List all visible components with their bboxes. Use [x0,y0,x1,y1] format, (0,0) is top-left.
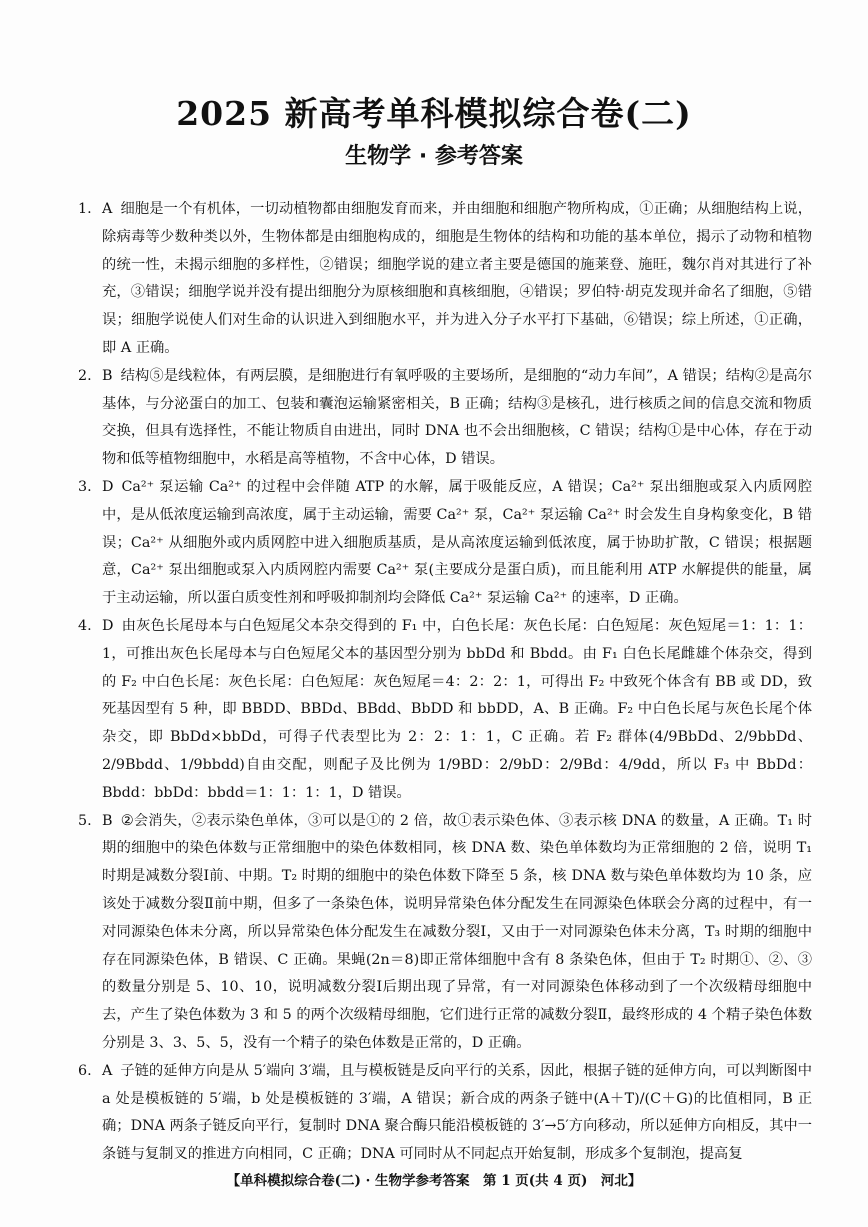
item-explanation: Ca²⁺ 泵运输 Ca²⁺ 的过程中会伴随 ATP 的水解，属于吸能反应，A 错误；Ca²⁺ 泵出细胞或泵入内质网腔中，是从低浓度运输到高浓度，属于主动运输，需要 Ca²⁺ 泵，Ca²⁺ 泵运输 Ca²⁺ 时会发生自身构象变化，B 错误；Ca²⁺ 从细胞外或内质网腔中进入细胞质基质，是从高浓度运输到低浓度，属于协助扩散，C 错误；根据题意，Ca²⁺ 泵出细胞或泵入内质网腔内需要 Ca²⁺ 泵(主要成分是蛋白质)，而且能利用 ATP 水解提供的能量，属于主动运输，所以蛋白质变性剂和呼吸抑制剂均会降低 Ca²⁺ 泵运输 Ca²⁺ 的速率，D 正确。 [102,478,812,607]
answer-item-1 [78,196,812,363]
page-subtitle: 生物学 · 参考答案 [345,144,523,169]
item-number: 2. [78,367,92,384]
item-answer: A [102,201,113,217]
page-footer: 【单科模拟综合卷(二) · 生物学参考答案 第 1 页(共 4 页) 河北】 [226,1173,642,1189]
item-number: 6. [78,1062,92,1079]
item-number: 1. [78,201,92,217]
item-explanation: 由灰色长尾母本与白色短尾父本杂交得到的 F₁ 中，白色长尾：灰色长尾：白色短尾：灰色短尾＝1：1：1：1，可推出灰色长尾母本与白色短尾父本的基因型分别为 bbDd 和 Bbdd。由 F₁ 白色长尾雌雄个体杂交，得到的 F₂ 中白色长尾：灰色长尾：白色短尾：灰色短尾＝4：2：2：1，可得出 F₂ 中致死个体含有 BB 或 DD，致死基因型有 5 种，即 BBDD、BBDd、BBdd、BbDD 和 bbDD，A、B 正确。F₂ 中白色长尾与灰色长尾个体杂交，即 BbDd×bbDd，可得子代表型比为 2：2：1：1，C 正确。若 F₂ 群体(4/9BbDd、2/9bbDd、2/9Bbdd、1/9bbdd)自由交配，则配子及比例为 1/9BD：2/9bD：2/9Bd：4/9dd，所以 F₃ 中 BbDd：Bbdd：bbDd：bbdd＝1：1：1：1，D 错误。 [102,617,812,801]
item-explanation: 子链的延伸方向是从 5′端向 3′端，且与模板链是反向平行的关系，因此，根据子链的延伸方向，可以判断图中 a 处是模板链的 5′端，b 处是模板链的 3′端，A 错误；新合成的两条子链中(A＋T)/(C＋G)的比值相同，B 正确；DNA 两条子链反向平行，复制时 DNA 聚合酶只能沿模板链的 3′→5′方向移动，所以延伸方向相反，其中一条链与复制叉的推进方向相同，C 正确；DNA 可同时从不同起点开始复制，形成多个复制泡，提高复 [102,1062,812,1163]
answer-item-6 [78,1058,812,1169]
answer-item-5 [78,808,812,1058]
item-explanation: 细胞是一个有机体，一切动植物都由细胞发育而来，并由细胞和细胞产物所构成，①正确；从细胞结构上说，除病毒等少数种类以外，生物体都是由细胞构成的，细胞是生物体的结构和功能的基本单位，揭示了动物和植物的统一性，未揭示细胞的多样性，②错误；细胞学说的建立者主要是德国的施莱登、施旺，魏尔肖对其进行了补充，③错误；细胞学说并没有提出细胞分为原核细胞和真核细胞，④错误；罗伯特·胡克发现并命名了细胞，⑤错误；细胞学说使人们对生命的认识进入到细胞水平，并为进入分子水平打下基础，⑥错误；综上所述，①正确，即 A 正确。 [102,201,812,356]
item-answer: D [102,617,114,634]
answer-item-3 [78,474,812,613]
page-title: 2025 新高考单科模拟综合卷(二) [176,94,692,133]
answer-list [78,196,812,1169]
item-answer: D [102,478,114,495]
answer-item-2 [78,363,812,474]
item-explanation: ②会消失，②表示染色单体，③可以是①的 2 倍，故①表示染色体、③表示核 DNA 的数量，A 正确。T₁ 时期的细胞中的染色体数与正常细胞中的染色体数相同，核 DNA 数、染色单体数均为正常细胞的 2 倍，说明 T₁ 时期是减数分裂Ⅰ前、中期。T₂ 时期的细胞中的染色体数下降至 5 条，核 DNA 数与染色单体数均为 10 条，应该处于减数分裂Ⅱ前中期，但多了一条染色体，说明异常染色体分配发生在同源染色体联会分离的过程中，有一对同源染色体未分离，所以异常染色体分配发生在减数分裂Ⅰ，又由于一对同源染色体未分离，T₃ 时期的细胞中存在同源染色体，B 错误、C 正确。果蝇(2n＝8)即正常体细胞中含有 8 条染色体，但由于 T₂ 时期①、②、③的数量分别是 5、10、10，说明减数分裂Ⅰ后期出现了异常，有一对同源染色体移动到了一个次级精母细胞中去，产生了染色体数为 3 和 5 的两个次级精母细胞，它们进行正常的减数分裂Ⅱ，最终形成的 4 个精子染色体数分别是 3、3、5、5，没有一个精子的染色体数是正常的，D 正确。 [102,812,812,1051]
item-answer: A [102,1062,113,1079]
item-answer: B [102,367,113,384]
item-number: 3. [78,478,92,495]
item-answer: B [102,812,113,829]
item-explanation: 结构⑤是线粒体，有两层膜，是细胞进行有氧呼吸的主要场所，是细胞的“动力车间”，A 错误；结构②是高尔基体，与分泌蛋白的加工、包装和囊泡运输紧密相关，B 正确；结构③是核孔，进行核质之间的信息交流和物质交换，但具有选择性，不能让物质自由进出，同时 DNA 也不会出细胞核，C 错误；结构①是中心体，存在于动物和低等植物细胞中，水稻是高等植物，不含中心体，D 错误。 [102,367,812,468]
item-number: 5. [78,812,92,829]
answer-item-4 [78,613,812,808]
item-number: 4. [78,617,92,634]
